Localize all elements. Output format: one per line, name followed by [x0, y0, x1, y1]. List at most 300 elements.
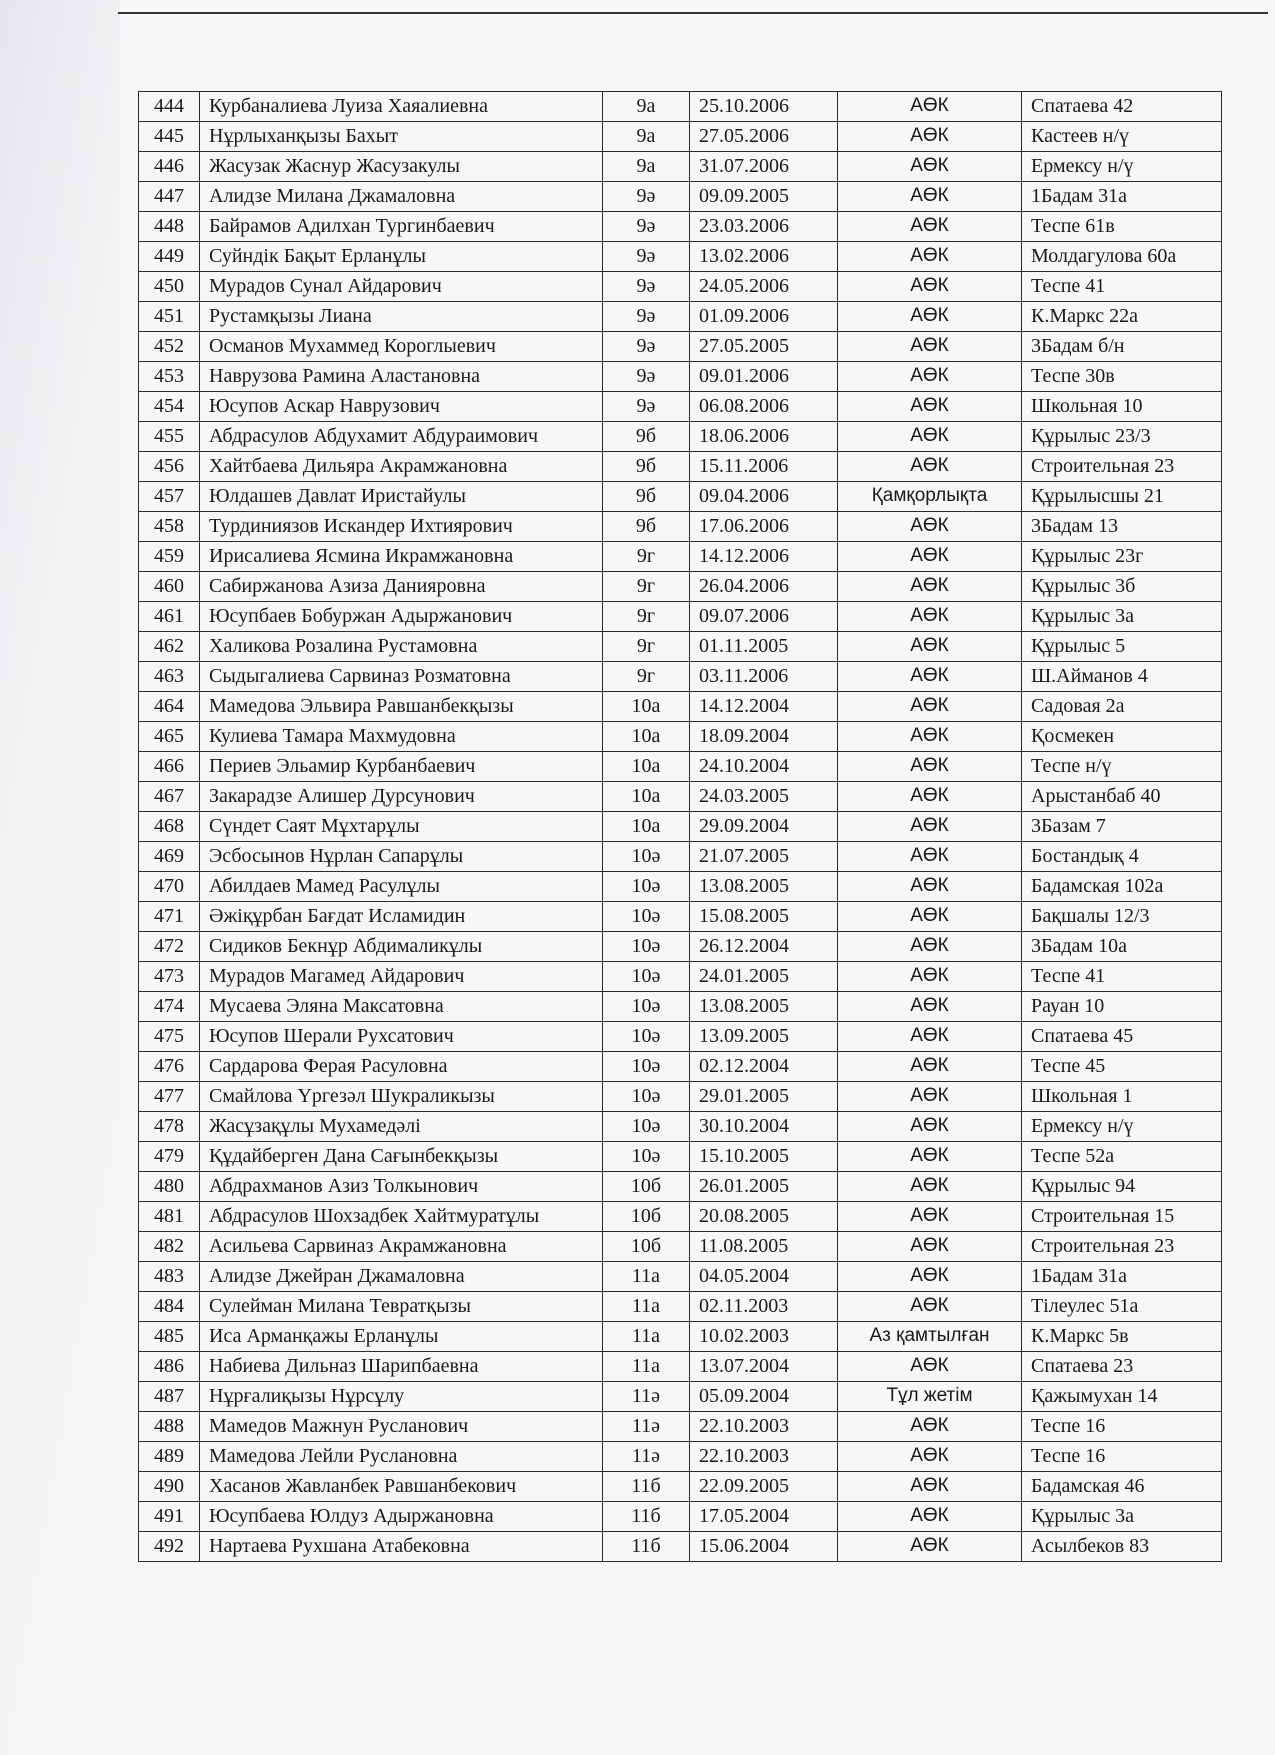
home-address-cell: Строительная 23	[1022, 1232, 1222, 1262]
home-address-cell: Арыстанбаб 40	[1022, 782, 1222, 812]
student-name-cell: Мурадов Магамед Айдарович	[200, 962, 603, 992]
top-rule-line	[118, 12, 1268, 14]
home-address-cell: 3Бадам б/н	[1022, 332, 1222, 362]
home-address-cell: Теспе 30в	[1022, 362, 1222, 392]
class-grade-cell: 11б	[603, 1502, 690, 1532]
student-name-cell: Сулейман Милана Тевратқызы	[200, 1292, 603, 1322]
student-name-cell: Эсбосынов Нұрлан Сапарұлы	[200, 842, 603, 872]
student-name-cell: Абдрахманов Азиз Толкынович	[200, 1172, 603, 1202]
class-grade-cell: 10а	[603, 812, 690, 842]
birth-date-cell: 27.05.2005	[690, 332, 838, 362]
row-number-cell: 456	[139, 452, 200, 482]
student-name-cell: Турдиниязов Искандер Ихтиярович	[200, 512, 603, 542]
home-address-cell: Асылбеков 83	[1022, 1532, 1222, 1562]
class-grade-cell: 11а	[603, 1292, 690, 1322]
student-name-cell: Құдайберген Дана Сағынбекқызы	[200, 1142, 603, 1172]
student-name-cell: Набиева Дильназ Шарипбаевна	[200, 1352, 603, 1382]
table-row	[139, 1262, 1222, 1292]
class-grade-cell: 9г	[603, 542, 690, 572]
class-grade-cell: 9ә	[603, 242, 690, 272]
social-status-cell: АӨК	[838, 1142, 1022, 1172]
row-number-cell: 483	[139, 1262, 200, 1292]
student-roster-table	[138, 91, 1222, 1562]
birth-date-cell: 02.12.2004	[690, 1052, 838, 1082]
class-grade-cell: 10б	[603, 1172, 690, 1202]
class-grade-cell: 10ә	[603, 1022, 690, 1052]
birth-date-cell: 15.11.2006	[690, 452, 838, 482]
student-name-cell: Юсупов Аскар Наврузович	[200, 392, 603, 422]
social-status-cell: АӨК	[838, 1202, 1022, 1232]
row-number-cell: 490	[139, 1472, 200, 1502]
home-address-cell: Құрылыс 3а	[1022, 1502, 1222, 1532]
student-name-cell: Абдрасулов Шохзадбек Хайтмуратұлы	[200, 1202, 603, 1232]
student-name-cell: Сыдыгалиева Сарвиназ Розматовна	[200, 662, 603, 692]
birth-date-cell: 29.09.2004	[690, 812, 838, 842]
home-address-cell: Теспе 45	[1022, 1052, 1222, 1082]
table-row	[139, 1112, 1222, 1142]
social-status-cell: АӨК	[838, 452, 1022, 482]
class-grade-cell: 11ә	[603, 1382, 690, 1412]
class-grade-cell: 9ә	[603, 212, 690, 242]
social-status-cell: АӨК	[838, 752, 1022, 782]
class-grade-cell: 9ә	[603, 302, 690, 332]
table-row	[139, 992, 1222, 1022]
birth-date-cell: 06.08.2006	[690, 392, 838, 422]
birth-date-cell: 22.10.2003	[690, 1412, 838, 1442]
birth-date-cell: 13.07.2004	[690, 1352, 838, 1382]
student-name-cell: Сидиков Бекнұр Абдималикұлы	[200, 932, 603, 962]
social-status-cell: АӨК	[838, 1472, 1022, 1502]
row-number-cell: 477	[139, 1082, 200, 1112]
birth-date-cell: 03.11.2006	[690, 662, 838, 692]
table-row	[139, 542, 1222, 572]
row-number-cell: 470	[139, 872, 200, 902]
row-number-cell: 478	[139, 1112, 200, 1142]
birth-date-cell: 09.07.2006	[690, 602, 838, 632]
row-number-cell: 465	[139, 722, 200, 752]
social-status-cell: АӨК	[838, 92, 1022, 122]
table-row	[139, 122, 1222, 152]
home-address-cell: Ермексу н/ү	[1022, 1112, 1222, 1142]
social-status-cell: АӨК	[838, 122, 1022, 152]
home-address-cell: Садовая 2а	[1022, 692, 1222, 722]
student-name-cell: Рустамқызы Лиана	[200, 302, 603, 332]
row-number-cell: 475	[139, 1022, 200, 1052]
home-address-cell: Тілеулес 51а	[1022, 1292, 1222, 1322]
social-status-cell: АӨК	[838, 512, 1022, 542]
social-status-cell: АӨК	[838, 1502, 1022, 1532]
social-status-cell: АӨК	[838, 632, 1022, 662]
student-name-cell: Мамедов Мажнун Русланович	[200, 1412, 603, 1442]
row-number-cell: 447	[139, 182, 200, 212]
social-status-cell: АӨК	[838, 812, 1022, 842]
class-grade-cell: 10ә	[603, 1052, 690, 1082]
home-address-cell: Теспе 16	[1022, 1442, 1222, 1472]
table-row	[139, 1082, 1222, 1112]
social-status-cell: АӨК	[838, 392, 1022, 422]
row-number-cell: 468	[139, 812, 200, 842]
home-address-cell: Бадамская 102а	[1022, 872, 1222, 902]
birth-date-cell: 27.05.2006	[690, 122, 838, 152]
student-name-cell: Абдрасулов Абдухамит Абдураимович	[200, 422, 603, 452]
class-grade-cell: 11а	[603, 1352, 690, 1382]
student-name-cell: Закарадзе Алишер Дурсунович	[200, 782, 603, 812]
table-row	[139, 392, 1222, 422]
social-status-cell: АӨК	[838, 992, 1022, 1022]
home-address-cell: Теспе 52а	[1022, 1142, 1222, 1172]
birth-date-cell: 21.07.2005	[690, 842, 838, 872]
birth-date-cell: 30.10.2004	[690, 1112, 838, 1142]
student-name-cell: Кулиева Тамара Махмудовна	[200, 722, 603, 752]
student-name-cell: Абилдаев Мамед Расулұлы	[200, 872, 603, 902]
social-status-cell: АӨК	[838, 212, 1022, 242]
home-address-cell: 3Базам 7	[1022, 812, 1222, 842]
home-address-cell: Рауан 10	[1022, 992, 1222, 1022]
table-row	[139, 872, 1222, 902]
student-name-cell: Жасузак Жаснур Жасузакулы	[200, 152, 603, 182]
class-grade-cell: 10ә	[603, 842, 690, 872]
social-status-cell: АӨК	[838, 242, 1022, 272]
home-address-cell: К.Маркс 22а	[1022, 302, 1222, 332]
birth-date-cell: 26.01.2005	[690, 1172, 838, 1202]
student-name-cell: Нұрлыханқызы Бахыт	[200, 122, 603, 152]
class-grade-cell: 9г	[603, 662, 690, 692]
class-grade-cell: 11а	[603, 1322, 690, 1352]
row-number-cell: 484	[139, 1292, 200, 1322]
student-name-cell: Смайлова Үргезәл Шукраликызы	[200, 1082, 603, 1112]
student-name-cell: Байрамов Адилхан Тургинбаевич	[200, 212, 603, 242]
table-row	[139, 1322, 1222, 1352]
class-grade-cell: 10ә	[603, 1112, 690, 1142]
class-grade-cell: 11б	[603, 1532, 690, 1562]
social-status-cell: АӨК	[838, 1232, 1022, 1262]
table-row	[139, 302, 1222, 332]
home-address-cell: Құрылыс 3б	[1022, 572, 1222, 602]
row-number-cell: 491	[139, 1502, 200, 1532]
birth-date-cell: 13.08.2005	[690, 872, 838, 902]
student-name-cell: Алидзе Милана Джамаловна	[200, 182, 603, 212]
social-status-cell: АӨК	[838, 1292, 1022, 1322]
birth-date-cell: 17.05.2004	[690, 1502, 838, 1532]
class-grade-cell: 11б	[603, 1472, 690, 1502]
student-name-cell: Хайтбаева Дильяра Акрамжановна	[200, 452, 603, 482]
home-address-cell: Құрылыс 5	[1022, 632, 1222, 662]
row-number-cell: 455	[139, 422, 200, 452]
social-status-cell: Тұл жетім	[838, 1382, 1022, 1412]
social-status-cell: АӨК	[838, 1352, 1022, 1382]
student-name-cell: Юсупбаева Юлдуз Адыржановна	[200, 1502, 603, 1532]
table-row	[139, 572, 1222, 602]
class-grade-cell: 10а	[603, 692, 690, 722]
student-name-cell: Юсупов Шерали Рухсатович	[200, 1022, 603, 1052]
class-grade-cell: 9ә	[603, 332, 690, 362]
row-number-cell: 479	[139, 1142, 200, 1172]
row-number-cell: 449	[139, 242, 200, 272]
class-grade-cell: 10ә	[603, 992, 690, 1022]
home-address-cell: 1Бадам 31а	[1022, 1262, 1222, 1292]
class-grade-cell: 10ә	[603, 1082, 690, 1112]
home-address-cell: Қажымухан 14	[1022, 1382, 1222, 1412]
table-row	[139, 1412, 1222, 1442]
table-row	[139, 482, 1222, 512]
social-status-cell: АӨК	[838, 272, 1022, 302]
class-grade-cell: 10ә	[603, 902, 690, 932]
table-row	[139, 662, 1222, 692]
table-row	[139, 752, 1222, 782]
table-row	[139, 1472, 1222, 1502]
class-grade-cell: 9б	[603, 422, 690, 452]
row-number-cell: 467	[139, 782, 200, 812]
table-row	[139, 902, 1222, 932]
home-address-cell: 3Бадам 13	[1022, 512, 1222, 542]
table-row	[139, 962, 1222, 992]
birth-date-cell: 22.09.2005	[690, 1472, 838, 1502]
class-grade-cell: 9а	[603, 152, 690, 182]
row-number-cell: 485	[139, 1322, 200, 1352]
birth-date-cell: 26.04.2006	[690, 572, 838, 602]
row-number-cell: 472	[139, 932, 200, 962]
birth-date-cell: 01.11.2005	[690, 632, 838, 662]
birth-date-cell: 18.06.2006	[690, 422, 838, 452]
home-address-cell: Бадамская 46	[1022, 1472, 1222, 1502]
row-number-cell: 488	[139, 1412, 200, 1442]
row-number-cell: 460	[139, 572, 200, 602]
home-address-cell: Строительная 15	[1022, 1202, 1222, 1232]
home-address-cell: Кастеев н/ү	[1022, 122, 1222, 152]
student-name-cell: Юлдашев Давлат Иристайулы	[200, 482, 603, 512]
student-name-cell: Жасұзақұлы Мухамедәлі	[200, 1112, 603, 1142]
class-grade-cell: 11ә	[603, 1412, 690, 1442]
table-row	[139, 362, 1222, 392]
birth-date-cell: 23.03.2006	[690, 212, 838, 242]
class-grade-cell: 10б	[603, 1202, 690, 1232]
class-grade-cell: 9б	[603, 512, 690, 542]
student-name-cell: Мурадов Сунал Айдарович	[200, 272, 603, 302]
birth-date-cell: 09.09.2005	[690, 182, 838, 212]
birth-date-cell: 04.05.2004	[690, 1262, 838, 1292]
social-status-cell: АӨК	[838, 1052, 1022, 1082]
home-address-cell: Теспе 41	[1022, 272, 1222, 302]
student-name-cell: Периев Эльамир Курбанбаевич	[200, 752, 603, 782]
home-address-cell: Құрылыс 94	[1022, 1172, 1222, 1202]
student-name-cell: Алидзе Джейран Джамаловна	[200, 1262, 603, 1292]
table-row	[139, 692, 1222, 722]
class-grade-cell: 9ә	[603, 272, 690, 302]
row-number-cell: 469	[139, 842, 200, 872]
birth-date-cell: 22.10.2003	[690, 1442, 838, 1472]
student-name-cell: Сардарова Ферая Расуловна	[200, 1052, 603, 1082]
class-grade-cell: 9ә	[603, 182, 690, 212]
social-status-cell: Аз қамтылған	[838, 1322, 1022, 1352]
table-row	[139, 1532, 1222, 1562]
social-status-cell: АӨК	[838, 422, 1022, 452]
student-name-cell: Мусаева Эляна Максатовна	[200, 992, 603, 1022]
row-number-cell: 453	[139, 362, 200, 392]
home-address-cell: Школьная 1	[1022, 1082, 1222, 1112]
home-address-cell: Ермексу н/ү	[1022, 152, 1222, 182]
social-status-cell: АӨК	[838, 842, 1022, 872]
birth-date-cell: 13.08.2005	[690, 992, 838, 1022]
row-number-cell: 471	[139, 902, 200, 932]
row-number-cell: 448	[139, 212, 200, 242]
student-name-cell: Сүндет Саят Мұхтарұлы	[200, 812, 603, 842]
row-number-cell: 446	[139, 152, 200, 182]
home-address-cell: Молдагулова 60а	[1022, 242, 1222, 272]
table-row	[139, 152, 1222, 182]
birth-date-cell: 25.10.2006	[690, 92, 838, 122]
birth-date-cell: 15.08.2005	[690, 902, 838, 932]
class-grade-cell: 11а	[603, 1262, 690, 1292]
student-name-cell: Мамедова Эльвира Равшанбекқызы	[200, 692, 603, 722]
table-row	[139, 782, 1222, 812]
social-status-cell: АӨК	[838, 962, 1022, 992]
home-address-cell: К.Маркс 5в	[1022, 1322, 1222, 1352]
birth-date-cell: 24.10.2004	[690, 752, 838, 782]
home-address-cell: Ш.Айманов 4	[1022, 662, 1222, 692]
class-grade-cell: 10ә	[603, 962, 690, 992]
home-address-cell: 1Бадам 31а	[1022, 182, 1222, 212]
table-row	[139, 1502, 1222, 1532]
social-status-cell: Қамқорлықта	[838, 482, 1022, 512]
social-status-cell: АӨК	[838, 932, 1022, 962]
row-number-cell: 454	[139, 392, 200, 422]
student-name-cell: Иса Арманқажы Ерланұлы	[200, 1322, 603, 1352]
class-grade-cell: 9г	[603, 602, 690, 632]
home-address-cell: Спатаева 23	[1022, 1352, 1222, 1382]
class-grade-cell: 9ә	[603, 392, 690, 422]
table-row	[139, 182, 1222, 212]
class-grade-cell: 10а	[603, 752, 690, 782]
row-number-cell: 445	[139, 122, 200, 152]
class-grade-cell: 9а	[603, 92, 690, 122]
birth-date-cell: 31.07.2006	[690, 152, 838, 182]
birth-date-cell: 18.09.2004	[690, 722, 838, 752]
student-name-cell: Хасанов Жавланбек Равшанбекович	[200, 1472, 603, 1502]
class-grade-cell: 10ә	[603, 1142, 690, 1172]
birth-date-cell: 29.01.2005	[690, 1082, 838, 1112]
table-row	[139, 1022, 1222, 1052]
social-status-cell: АӨК	[838, 362, 1022, 392]
birth-date-cell: 09.04.2006	[690, 482, 838, 512]
social-status-cell: АӨК	[838, 1532, 1022, 1562]
home-address-cell: Бақшалы 12/3	[1022, 902, 1222, 932]
class-grade-cell: 11ә	[603, 1442, 690, 1472]
table-row	[139, 932, 1222, 962]
student-name-cell: Наврузова Рамина Аластановна	[200, 362, 603, 392]
row-number-cell: 464	[139, 692, 200, 722]
class-grade-cell: 10ә	[603, 932, 690, 962]
row-number-cell: 462	[139, 632, 200, 662]
social-status-cell: АӨК	[838, 572, 1022, 602]
home-address-cell: Теспе 61в	[1022, 212, 1222, 242]
home-address-cell: Теспе н/ү	[1022, 752, 1222, 782]
birth-date-cell: 09.01.2006	[690, 362, 838, 392]
table-row	[139, 722, 1222, 752]
home-address-cell: Спатаева 45	[1022, 1022, 1222, 1052]
table-row	[139, 1232, 1222, 1262]
table-row	[139, 212, 1222, 242]
home-address-cell: Теспе 16	[1022, 1412, 1222, 1442]
social-status-cell: АӨК	[838, 902, 1022, 932]
table-row	[139, 602, 1222, 632]
table-row	[139, 632, 1222, 662]
social-status-cell: АӨК	[838, 722, 1022, 752]
table-row	[139, 332, 1222, 362]
social-status-cell: АӨК	[838, 1412, 1022, 1442]
table-row	[139, 1202, 1222, 1232]
row-number-cell: 452	[139, 332, 200, 362]
social-status-cell: АӨК	[838, 302, 1022, 332]
birth-date-cell: 13.09.2005	[690, 1022, 838, 1052]
social-status-cell: АӨК	[838, 332, 1022, 362]
row-number-cell: 444	[139, 92, 200, 122]
table-row	[139, 1172, 1222, 1202]
table-row	[139, 242, 1222, 272]
page-edge-shadow	[0, 0, 120, 1755]
birth-date-cell: 05.09.2004	[690, 1382, 838, 1412]
birth-date-cell: 14.12.2006	[690, 542, 838, 572]
birth-date-cell: 15.06.2004	[690, 1532, 838, 1562]
row-number-cell: 450	[139, 272, 200, 302]
birth-date-cell: 24.03.2005	[690, 782, 838, 812]
home-address-cell: Теспе 41	[1022, 962, 1222, 992]
class-grade-cell: 10а	[603, 722, 690, 752]
home-address-cell: Школьная 10	[1022, 392, 1222, 422]
row-number-cell: 480	[139, 1172, 200, 1202]
row-number-cell: 457	[139, 482, 200, 512]
roster-body	[139, 92, 1222, 1562]
row-number-cell: 492	[139, 1532, 200, 1562]
student-name-cell: Курбаналиева Луиза Хаяалиевна	[200, 92, 603, 122]
home-address-cell: Құрылысшы 21	[1022, 482, 1222, 512]
social-status-cell: АӨК	[838, 692, 1022, 722]
table-row	[139, 1052, 1222, 1082]
row-number-cell: 482	[139, 1232, 200, 1262]
student-name-cell: Мамедова Лейли Руслановна	[200, 1442, 603, 1472]
table-row	[139, 1142, 1222, 1172]
table-row	[139, 812, 1222, 842]
row-number-cell: 461	[139, 602, 200, 632]
class-grade-cell: 9ә	[603, 362, 690, 392]
table-row	[139, 1352, 1222, 1382]
student-name-cell: Сабиржанова Азиза Данияровна	[200, 572, 603, 602]
birth-date-cell: 20.08.2005	[690, 1202, 838, 1232]
row-number-cell: 451	[139, 302, 200, 332]
home-address-cell: Құрылыс 3а	[1022, 602, 1222, 632]
social-status-cell: АӨК	[838, 1082, 1022, 1112]
birth-date-cell: 24.05.2006	[690, 272, 838, 302]
student-name-cell: Халикова Розалина Рустамовна	[200, 632, 603, 662]
row-number-cell: 473	[139, 962, 200, 992]
birth-date-cell: 13.02.2006	[690, 242, 838, 272]
birth-date-cell: 01.09.2006	[690, 302, 838, 332]
table-row	[139, 92, 1222, 122]
class-grade-cell: 10ә	[603, 872, 690, 902]
row-number-cell: 481	[139, 1202, 200, 1232]
row-number-cell: 474	[139, 992, 200, 1022]
birth-date-cell: 11.08.2005	[690, 1232, 838, 1262]
class-grade-cell: 9б	[603, 452, 690, 482]
row-number-cell: 459	[139, 542, 200, 572]
table-row	[139, 1292, 1222, 1322]
table-row	[139, 272, 1222, 302]
birth-date-cell: 10.02.2003	[690, 1322, 838, 1352]
table-row	[139, 512, 1222, 542]
social-status-cell: АӨК	[838, 182, 1022, 212]
class-grade-cell: 9г	[603, 572, 690, 602]
row-number-cell: 489	[139, 1442, 200, 1472]
home-address-cell: Құрылыс 23г	[1022, 542, 1222, 572]
